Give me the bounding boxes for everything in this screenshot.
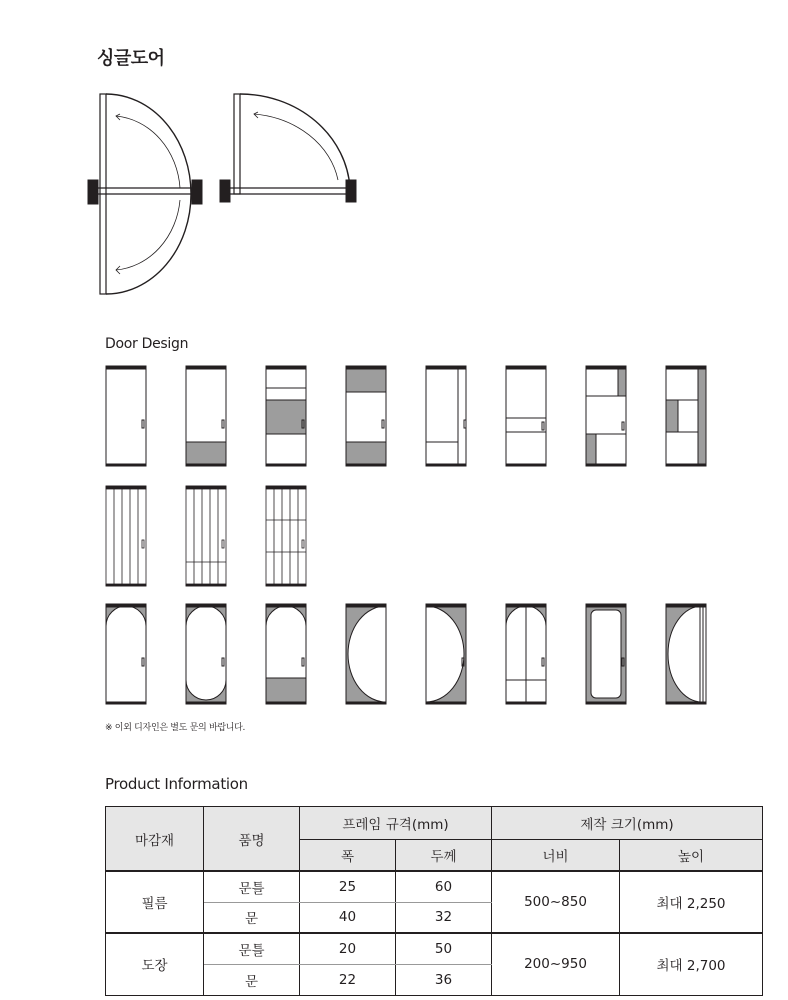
header-frame-spec: 프레임 규격(mm) bbox=[300, 807, 492, 840]
cell-span: 500~850 bbox=[492, 871, 620, 933]
cell-thickness: 32 bbox=[396, 902, 492, 933]
cell-thickness: 36 bbox=[396, 964, 492, 995]
cell-width: 20 bbox=[300, 933, 396, 964]
cell-width: 22 bbox=[300, 964, 396, 995]
door-designs-row-1 bbox=[100, 364, 720, 470]
door-designs-row-2 bbox=[100, 484, 320, 590]
cell-height: 최대 2,700 bbox=[620, 933, 763, 995]
door-swing-diagram bbox=[80, 88, 380, 308]
header-width: 폭 bbox=[300, 840, 396, 872]
design-note: ※ 이외 디자인은 별도 문의 바랍니다. bbox=[105, 723, 246, 733]
door-designs-row-3 bbox=[100, 602, 720, 708]
cell-width: 25 bbox=[300, 871, 396, 902]
header-material: 마감재 bbox=[106, 807, 204, 872]
cell-product: 문 bbox=[204, 902, 300, 933]
cell-product: 문 bbox=[204, 964, 300, 995]
header-thickness: 두께 bbox=[396, 840, 492, 872]
door-design-label: Door Design bbox=[105, 336, 189, 352]
cell-product: 문틀 bbox=[204, 933, 300, 964]
cell-thickness: 50 bbox=[396, 933, 492, 964]
header-product: 품명 bbox=[204, 807, 300, 872]
header-span: 너비 bbox=[492, 840, 620, 872]
page-title: 싱글도어 bbox=[97, 48, 165, 69]
product-info-label: Product Information bbox=[105, 775, 248, 793]
header-make-size: 제작 크기(mm) bbox=[492, 807, 763, 840]
cell-product: 문틀 bbox=[204, 871, 300, 902]
cell-thickness: 60 bbox=[396, 871, 492, 902]
header-height: 높이 bbox=[620, 840, 763, 872]
cell-material: 필름 bbox=[106, 871, 204, 933]
cell-material: 도장 bbox=[106, 933, 204, 995]
cell-height: 최대 2,250 bbox=[620, 871, 763, 933]
cell-span: 200~950 bbox=[492, 933, 620, 995]
table-row bbox=[106, 933, 763, 964]
table-row bbox=[106, 871, 763, 902]
cell-width: 40 bbox=[300, 902, 396, 933]
product-info-table bbox=[105, 806, 763, 996]
